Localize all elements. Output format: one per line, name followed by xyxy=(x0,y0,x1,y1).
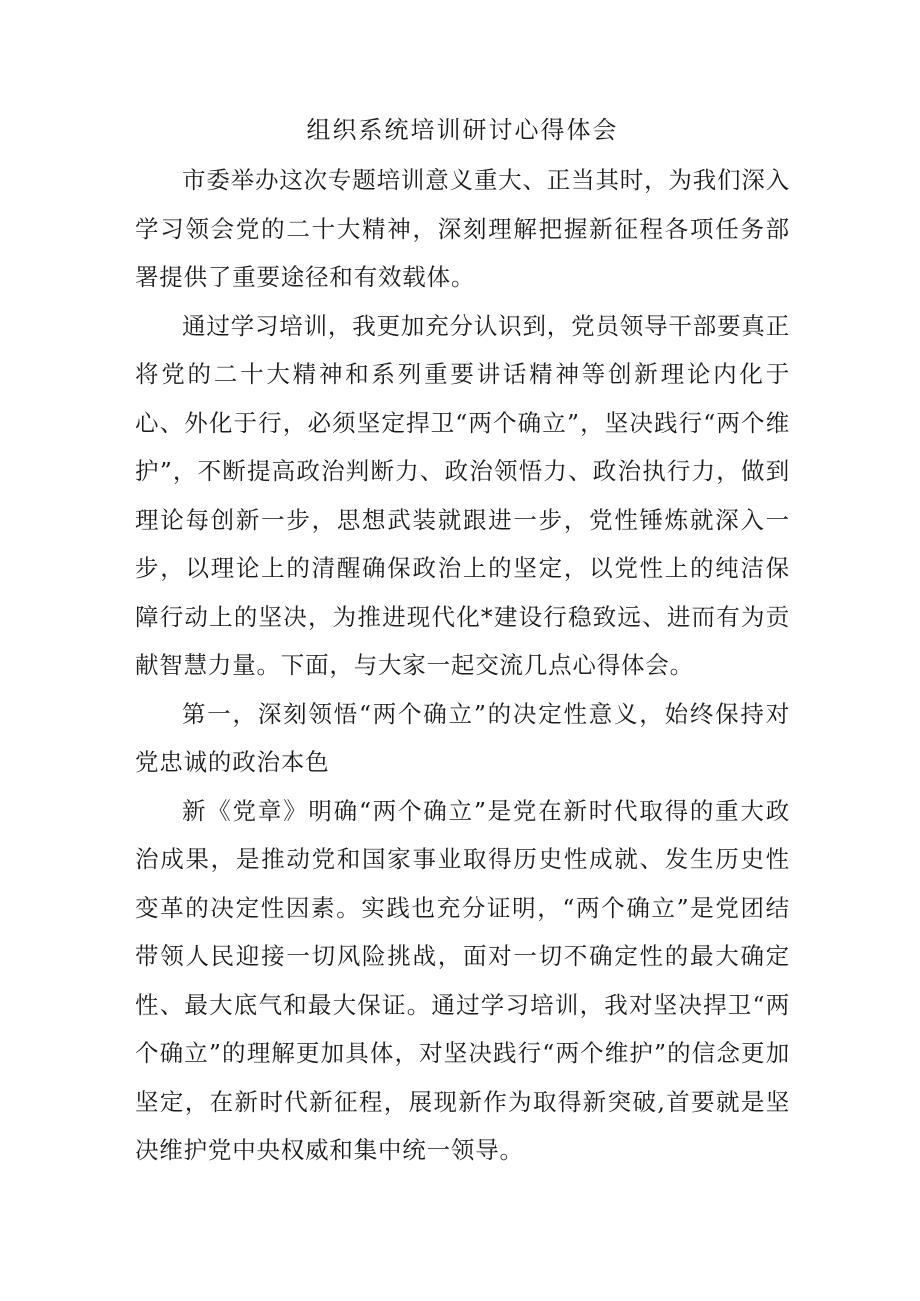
document-title: 组织系统培训研讨心得体会 xyxy=(306,116,619,144)
paragraph-understanding: 通过学习培训，我更加充分认识到，党员领导干部要真正将党的二十大精神和系列重要讲话精神等创新理论内化于心、外化于行，必须坚定捍卫“两个确立”，坚决践行“两个维护”，不断提高政治判断力、政治领悟力、政治执行力，做到理论每创新一步，思想武装就跟进一步，党性锤炼就深入一步，以理论上的清醒确保政治上的坚定，以党性上的纯洁保障行动上的坚决，为推进现代化*建设行稳致远、进而有为贡献智慧力量。下面，与大家一起交流几点心得体会。 xyxy=(135,311,790,679)
paragraph-section-heading-first: 第一，深刻领悟“两个确立”的决定性意义，始终保持对党忠诚的政治本色 xyxy=(135,699,790,776)
document-page xyxy=(135,112,790,1175)
paragraph-party-constitution: 新《党章》明确“两个确立”是党在新时代取得的重大政治成果，是推动党和国家事业取得历史性成就、发生历史性变革的决定性因素。实践也充分证明，“两个确立”是党团结带领人民迎接一切风险挑战，面对一切不确定性的最大确定性、最大底气和最大保证。通过学习培训，我对坚决捍卫“两个确立”的理解更加具体，对坚决践行“两个维护”的信念更加坚定，在新时代新征程，展现新作为取得新突破,首要就是坚决维护党中央权威和集中统一领导。 xyxy=(135,796,790,1164)
paragraph-intro: 市委举办这次专题培训意义重大、正当其时，为我们深入学习领会党的二十大精神，深刻理解把握新征程各项任务部署提供了重要途径和有效载体。 xyxy=(135,166,790,291)
